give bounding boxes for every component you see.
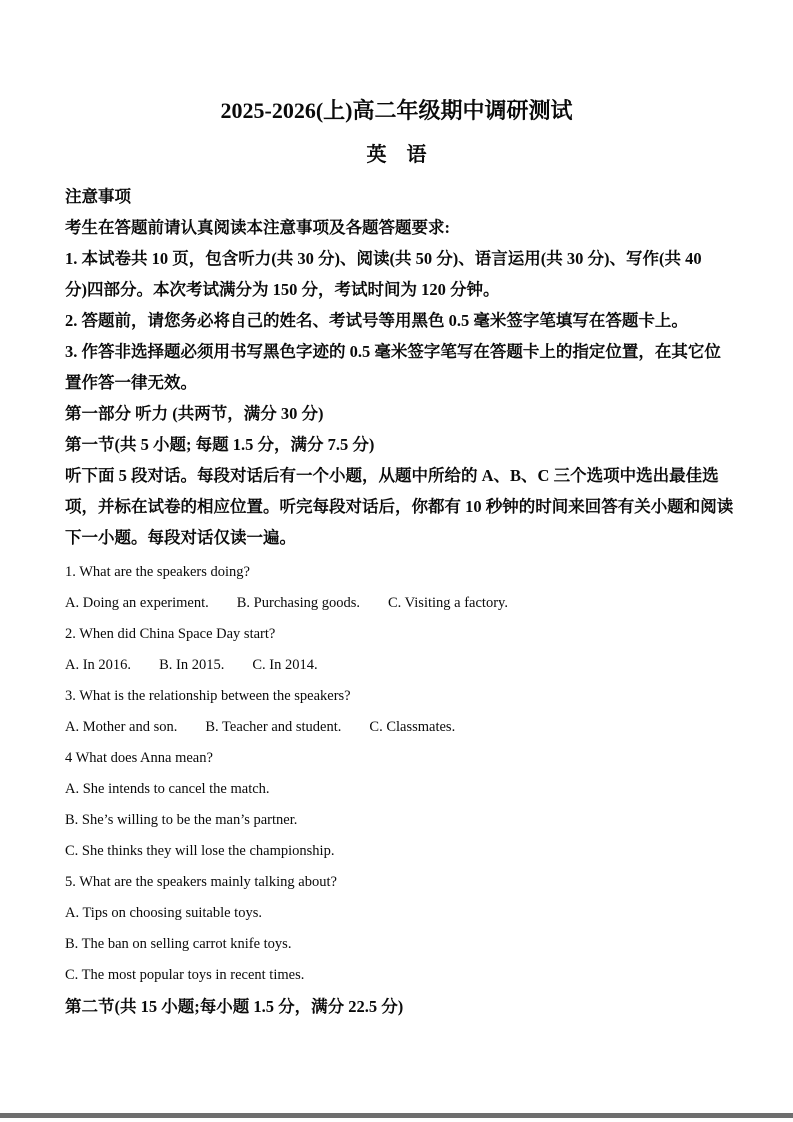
listening-instructions-line-2: 项，并标在试卷的相应位置。听完每段对话后，你都有 10 秒钟的时间来回答有关小题和阅读 [65,497,734,516]
question-1-option-c: C. Visiting a factory. [388,595,508,611]
paper-title: 2025-2026(上)高二年级期中调研测试 [220,98,573,123]
question-2-option-c: C. In 2014. [252,657,318,673]
listening-instructions-line-1: 听下面 5 段对话。每段对话后有一个小题，从题中所给的 A、B、C 三个选项中选出最佳选 [65,466,719,485]
subject-title: 英 语 [366,144,427,166]
question-2-option-a: A. In 2016. [65,657,132,673]
question-4-stem: 4 What does Anna mean? [65,750,213,766]
section2-heading: 第二节(共 15 小题;每小题 1.5 分，满分 22.5 分) [65,997,404,1016]
question-4-option-b: B. She’s willing to be the man’s partner. [65,812,298,828]
question-5-option-a: A. Tips on choosing suitable toys. [65,905,262,921]
notice-heading: 注意事项 [65,187,131,206]
part1-heading: 第一部分 听力 (共两节，满分 30 分) [65,404,324,423]
question-1-option-b: B. Purchasing goods. [236,595,361,611]
notice-item-3-line-2: 置作答一律无效。 [65,373,197,392]
listening-instructions-line-3: 下一小题。每段对话仅读一遍。 [65,528,296,547]
question-3-option-b: B. Teacher and student. [205,719,342,735]
notice-item-1-line-2: 分)四部分。本次考试满分为 150 分，考试时间为 120 分钟。 [65,280,500,299]
page-bottom-edge [0,1113,793,1118]
notice-item-2: 2. 答题前，请您务必将自己的姓名、考试号等用黑色 0.5 毫米签字笔填写在答题卡上。 [65,311,688,330]
question-5-option-b: B. The ban on selling carrot knife toys. [65,936,292,952]
paper-body [65,181,737,1022]
notice-item-1-line-1: 1. 本试卷共 10 页，包含听力(共 30 分)、阅读(共 50 分)、语言运用(共 30 分)、写作(共 40 [65,249,702,268]
notice-item-3-line-1: 3. 作答非选择题必须用书写黑色字迹的 0.5 毫米签字笔写在答题卡上的指定位置，在其它位 [65,342,721,361]
question-2-options [65,650,737,681]
question-2-stem: 2. When did China Space Day start? [65,626,276,642]
question-3-stem: 3. What is the relationship between the speakers? [65,688,351,704]
section1-heading: 第一节(共 5 小题; 每题 1.5 分，满分 7.5 分) [65,435,375,454]
question-2-option-b: B. In 2015. [159,657,225,673]
question-3-option-c: C. Classmates. [369,719,456,735]
question-4-option-c: C. She thinks they will lose the championship. [65,843,335,859]
question-3-options [65,712,737,743]
question-3-option-a: A. Mother and son. [65,719,178,735]
question-5-stem: 5. What are the speakers mainly talking about? [65,874,337,890]
question-1-option-a: A. Doing an experiment. [65,595,209,611]
question-4-option-a: A. She intends to cancel the match. [65,781,270,797]
question-5-option-c: C. The most popular toys in recent times. [65,967,305,983]
notice-intro: 考生在答题前请认真阅读本注意事项及各题答题要求: [65,218,450,237]
listening-questions [65,557,737,991]
question-1-options [65,588,737,619]
question-1-stem: 1. What are the speakers doing? [65,564,250,580]
